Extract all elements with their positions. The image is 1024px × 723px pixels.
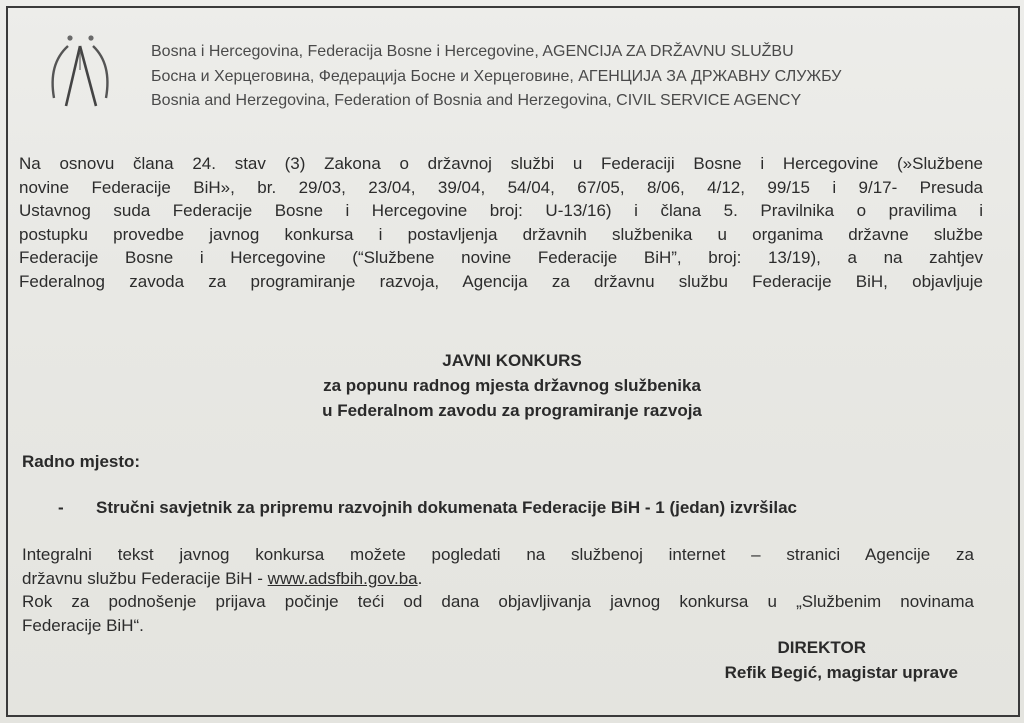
intro-line: Na osnovu člana 24. stav (3) Zakona o državnoj službi u Federaciji Bosne i Hercegovine (»Službene	[19, 154, 983, 173]
body-line-prefix: državnu službu Federacije BiH -	[22, 568, 268, 588]
body-line	[22, 567, 974, 591]
intro-line: Federalnog zavoda za programiranje razvoja, Agencija za državnu službu Federacije BiH, objavljuje	[19, 271, 983, 291]
intro-line: Federacije Bosne i Hercegovine (“Službene novine Federacije BiH”, broj: 13/19), a na zahtjev	[19, 248, 983, 267]
position-section-label: Radno mjesto:	[22, 452, 141, 471]
body-line: Federacije BiH“.	[22, 615, 144, 635]
intro-line: postupku provedbe javnog konkursa i postavljenja državnih službenika u organima državne službe	[19, 224, 983, 244]
agency-website-link[interactable]: www.adsfbih.gov.ba	[267, 568, 418, 588]
signatory-name: Refik Begić, magistar uprave	[724, 663, 958, 682]
notice-title	[0, 348, 1024, 423]
header-line-bosnian: Bosna i Hercegovina, Federacija Bosne i Hercegovine, AGENCIJA ZA DRŽAVNU SLUŽBU	[151, 43, 794, 60]
body-paragraph	[22, 543, 974, 637]
intro-paragraph	[19, 152, 983, 293]
civil-service-agency-logo-icon	[40, 30, 120, 120]
position-title: Stručni savjetnik za pripremu razvojnih dokumenata Federacije BiH - 1 (jedan) izvršilac	[96, 498, 797, 517]
body-line: Integralni tekst javnog konkursa možete pogledati na službenoj internet – stranici Agencije za	[22, 545, 974, 564]
position-list-item	[58, 498, 797, 518]
header-line-serbian: Босна и Херцеговина, Федерација Босне и Херцеговине, АГЕНЦИЈА ЗА ДРЖАВНУ СЛУЖБУ	[151, 67, 842, 85]
body-line: Rok za podnošenje prijava počinje teći od dana objavljivanja javnog konkursa u „Službenim novinama	[22, 592, 974, 611]
list-dash: -	[58, 498, 64, 517]
intro-line: Ustavnog suda Federacije Bosne i Hercegovine broj: U-13/16) i člana 5. Pravilnika o pravilima i	[19, 201, 983, 220]
title-subtitle-1: za popunu radnog mjesta državnog službenika	[323, 376, 701, 395]
signatory-role: DIREKTOR	[777, 638, 866, 657]
intro-line: novine Federacije BiH», br. 29/03, 23/04, 39/04, 54/04, 67/05, 8/06, 4/12, 99/15 i 9/17- Presuda	[19, 177, 983, 197]
header-line-english: Bosnia and Herzegovina, Federation of Bosnia and Herzegovina, CIVIL SERVICE AGENCY	[151, 92, 802, 109]
signature-block	[725, 635, 958, 685]
body-line-suffix: .	[417, 568, 423, 588]
title-subtitle-2: u Federalnom zavodu za programiranje razvoja	[322, 401, 702, 420]
title-main: JAVNI KONKURS	[442, 351, 582, 370]
agency-header	[151, 40, 841, 114]
